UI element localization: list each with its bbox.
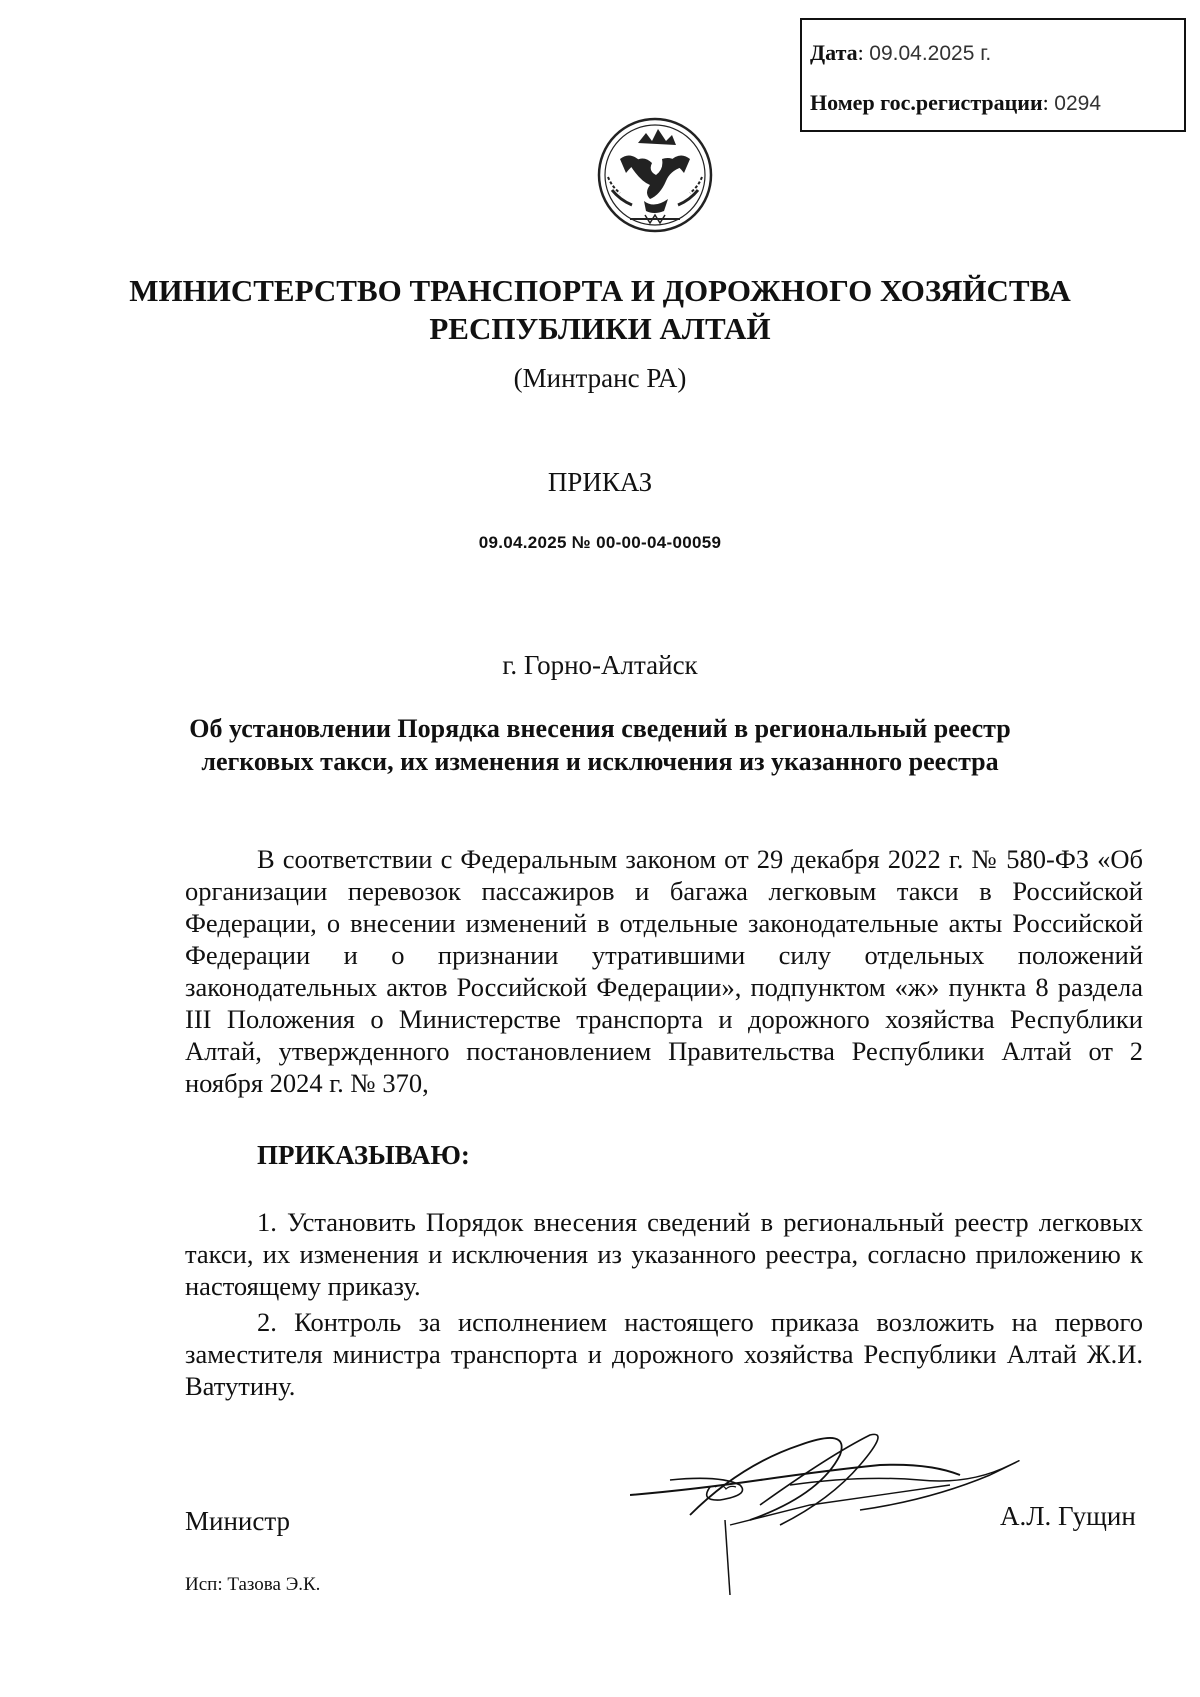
intro-paragraph xyxy=(185,843,1143,1099)
registration-date-label: Дата xyxy=(810,40,858,65)
document-subject xyxy=(0,712,1200,778)
orders-heading: ПРИКАЗЫВАЮ: xyxy=(257,1140,470,1170)
executor-note: Исп: Тазова Э.К. xyxy=(185,1574,321,1595)
order-item-1 xyxy=(185,1206,1143,1302)
subject-line1: Об установлении Порядка внесения сведений в региональный реестр xyxy=(189,714,1011,743)
ministry-name xyxy=(0,272,1200,348)
document-city: г. Горно-Алтайск xyxy=(502,650,698,680)
document-number: 09.04.2025 № 00-00-04-00059 xyxy=(478,533,722,552)
registration-date: Дата: 09.04.2025 г. xyxy=(810,40,992,65)
registration-number-value: 0294 xyxy=(1054,92,1101,115)
registration-number: Номер гос.регистрации: 0294 xyxy=(810,90,1101,115)
document-type: ПРИКАЗ xyxy=(547,467,653,497)
ministry-name-line2: РЕСПУБЛИКИ АЛТАЙ xyxy=(429,311,771,346)
coat-of-arms-emblem xyxy=(590,115,720,235)
registration-number-label: Номер гос.регистрации xyxy=(810,90,1043,115)
order-item-1-text: 1. Установить Порядок внесения сведений в региональный реестр легковых такси, их изменения и исключения из указанного реестра, согласно приложению к настоящему приказу. xyxy=(185,1207,1143,1301)
ministry-abbreviation: (Минтранс РА) xyxy=(513,363,687,393)
intro-text: В соответствии с Федеральным законом от 29 декабря 2022 г. № 580-ФЗ «Об организации перевозок пассажиров и багажа легковым такси в Российской Федерации, о внесении изменений в отдельные законодательные акты Российской Федерации и о признании утратившими силу отдельных положений законодательных актов Российской Федерации», подпунктом «ж» пункта 8 раздела III Положения о Министерстве транспорта и дорожного хозяйства Республики Алтай, утвержденного постановлением Правительства Республики Алтай от 2 ноября 2024 г. № 370, xyxy=(185,844,1143,1098)
order-item-2-text: 2. Контроль за исполнением настоящего приказа возложить на первого заместителя министра транспорта и дорожного хозяйства Республики Алтай Ж.И. Ватутину. xyxy=(185,1307,1143,1401)
signatory-position: Министр xyxy=(185,1506,290,1536)
subject-line2: легковых такси, их изменения и исключения из указанного реестра xyxy=(201,747,999,776)
order-item-2 xyxy=(185,1306,1143,1402)
registration-box xyxy=(800,18,1186,132)
handwritten-signature xyxy=(630,1425,1040,1600)
signer-name: А.Л. Гущин xyxy=(1000,1501,1136,1531)
ministry-name-line1: МИНИСТЕРСТВО ТРАНСПОРТА И ДОРОЖНОГО ХОЗЯЙСТВА xyxy=(129,273,1071,308)
registration-date-value: 09.04.2025 г. xyxy=(869,42,992,65)
